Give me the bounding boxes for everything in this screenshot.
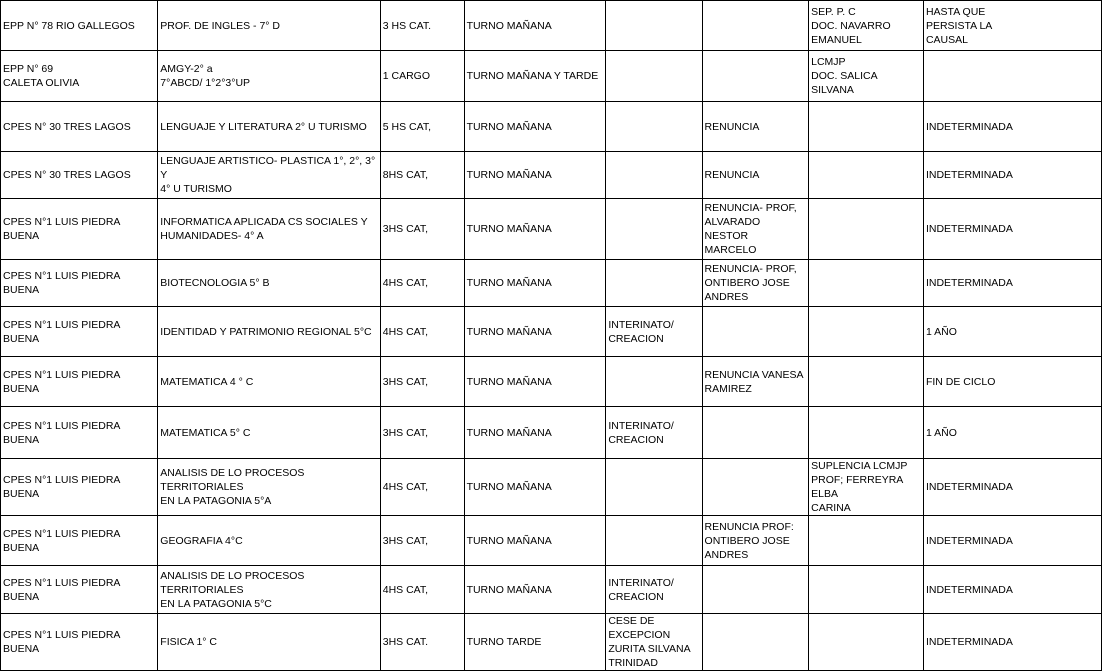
subject-cell: GEOGRAFIA 4°C <box>158 516 380 566</box>
school-cell: CPES N°1 LUIS PIEDRA BUENA <box>1 614 158 671</box>
notes-cell <box>809 614 924 671</box>
notes-cell <box>809 516 924 566</box>
hours-cell: 4HS CAT, <box>380 307 464 357</box>
table-row <box>1 516 1102 566</box>
school-cell: CPES N°1 LUIS PIEDRA BUENA <box>1 459 158 516</box>
duration-cell: INDETERMINADA <box>923 199 1101 260</box>
shift-cell: TURNO MAÑANA <box>464 1 606 51</box>
notes-cell <box>809 102 924 152</box>
table-row <box>1 407 1102 459</box>
condition-cell <box>606 152 702 199</box>
table-row <box>1 51 1102 102</box>
condition-cell <box>606 102 702 152</box>
reason-cell: RENUNCIA PROF: ONTIBERO JOSE ANDRES <box>702 516 809 566</box>
hours-cell: 1 CARGO <box>380 51 464 102</box>
notes-cell: LCMJP DOC. SALICA SILVANA <box>809 51 924 102</box>
shift-cell: TURNO MAÑANA <box>464 152 606 199</box>
reason-cell <box>702 459 809 516</box>
reason-cell: RENUNCIA- PROF, ONTIBERO JOSE ANDRES <box>702 260 809 307</box>
hours-cell: 3HS CAT, <box>380 516 464 566</box>
notes-cell <box>809 260 924 307</box>
notes-cell <box>809 357 924 407</box>
condition-cell <box>606 51 702 102</box>
table-row <box>1 260 1102 307</box>
table-row <box>1 152 1102 199</box>
condition-cell: CESE DE EXCEPCION ZURITA SILVANA TRINIDAD <box>606 614 702 671</box>
duration-cell: 1 AÑO <box>923 307 1101 357</box>
hours-cell: 3 HS CAT. <box>380 1 464 51</box>
hours-cell: 3HS CAT. <box>380 614 464 671</box>
shift-cell: TURNO MAÑANA <box>464 199 606 260</box>
condition-cell <box>606 357 702 407</box>
table-row <box>1 357 1102 407</box>
school-cell: EPP N° 69 CALETA OLIVIA <box>1 51 158 102</box>
hours-cell: 3HS CAT, <box>380 407 464 459</box>
subject-cell: LENGUAJE Y LITERATURA 2° U TURISMO <box>158 102 380 152</box>
condition-cell <box>606 459 702 516</box>
school-cell: CPES N°1 LUIS PIEDRA BUENA <box>1 566 158 614</box>
duration-cell: 1 AÑO <box>923 407 1101 459</box>
duration-cell: HASTA QUE PERSISTA LA CAUSAL <box>923 1 1101 51</box>
shift-cell: TURNO TARDE <box>464 614 606 671</box>
duration-cell: INDETERMINADA <box>923 566 1101 614</box>
table-row <box>1 459 1102 516</box>
duration-cell: INDETERMINADA <box>923 152 1101 199</box>
shift-cell: TURNO MAÑANA <box>464 102 606 152</box>
condition-cell <box>606 516 702 566</box>
reason-cell: RENUNCIA VANESA RAMIREZ <box>702 357 809 407</box>
school-cell: CPES N°1 LUIS PIEDRA BUENA <box>1 307 158 357</box>
reason-cell <box>702 307 809 357</box>
shift-cell: TURNO MAÑANA <box>464 260 606 307</box>
subject-cell: AMGY-2° a 7°ABCD/ 1°2°3°UP <box>158 51 380 102</box>
reason-cell <box>702 566 809 614</box>
school-cell: CPES N°1 LUIS PIEDRA BUENA <box>1 357 158 407</box>
notes-cell: SEP. P. C DOC. NAVARRO EMANUEL <box>809 1 924 51</box>
subject-cell: FISICA 1° C <box>158 614 380 671</box>
subject-cell: ANALISIS DE LO PROCESOS TERRITORIALES EN LA PATAGONIA 5°C <box>158 566 380 614</box>
duration-cell: INDETERMINADA <box>923 614 1101 671</box>
hours-cell: 3HS CAT, <box>380 357 464 407</box>
school-cell: CPES N°1 LUIS PIEDRA BUENA <box>1 260 158 307</box>
duration-cell: INDETERMINADA <box>923 516 1101 566</box>
subject-cell: IDENTIDAD Y PATRIMONIO REGIONAL 5°C <box>158 307 380 357</box>
table-row <box>1 614 1102 671</box>
table-row <box>1 566 1102 614</box>
hours-cell: 3HS CAT, <box>380 199 464 260</box>
shift-cell: TURNO MAÑANA <box>464 566 606 614</box>
shift-cell: TURNO MAÑANA <box>464 307 606 357</box>
school-cell: CPES N°1 LUIS PIEDRA BUENA <box>1 407 158 459</box>
condition-cell: INTERINATO/ CREACION <box>606 566 702 614</box>
duration-cell: FIN DE CICLO <box>923 357 1101 407</box>
table-row <box>1 199 1102 260</box>
subject-cell: MATEMATICA 5° C <box>158 407 380 459</box>
reason-cell <box>702 51 809 102</box>
hours-cell: 4HS CAT, <box>380 459 464 516</box>
table-row <box>1 307 1102 357</box>
table-row <box>1 102 1102 152</box>
shift-cell: TURNO MAÑANA <box>464 459 606 516</box>
school-cell: CPES N° 30 TRES LAGOS <box>1 152 158 199</box>
reason-cell <box>702 614 809 671</box>
school-cell: CPES N°1 LUIS PIEDRA BUENA <box>1 516 158 566</box>
notes-cell: SUPLENCIA LCMJP PROF; FERREYRA ELBA CARINA <box>809 459 924 516</box>
reason-cell: RENUNCIA <box>702 102 809 152</box>
hours-cell: 4HS CAT, <box>380 566 464 614</box>
subject-cell: BIOTECNOLOGIA 5° B <box>158 260 380 307</box>
reason-cell: RENUNCIA <box>702 152 809 199</box>
condition-cell: INTERINATO/ CREACION <box>606 307 702 357</box>
shift-cell: TURNO MAÑANA Y TARDE <box>464 51 606 102</box>
notes-cell <box>809 199 924 260</box>
table-row <box>1 1 1102 51</box>
notes-cell <box>809 407 924 459</box>
reason-cell <box>702 407 809 459</box>
school-cell: CPES N° 30 TRES LAGOS <box>1 102 158 152</box>
hours-cell: 8HS CAT, <box>380 152 464 199</box>
duration-cell: INDETERMINADA <box>923 102 1101 152</box>
duration-cell: INDETERMINADA <box>923 459 1101 516</box>
duration-cell: INDETERMINADA <box>923 260 1101 307</box>
condition-cell <box>606 199 702 260</box>
notes-cell <box>809 566 924 614</box>
subject-cell: PROF. DE INGLES - 7° D <box>158 1 380 51</box>
subject-cell: ANALISIS DE LO PROCESOS TERRITORIALES EN LA PATAGONIA 5°A <box>158 459 380 516</box>
notes-cell <box>809 307 924 357</box>
reason-cell: RENUNCIA- PROF, ALVARADO NESTOR MARCELO <box>702 199 809 260</box>
hours-cell: 4HS CAT, <box>380 260 464 307</box>
condition-cell: INTERINATO/ CREACION <box>606 407 702 459</box>
notes-cell <box>809 152 924 199</box>
shift-cell: TURNO MAÑANA <box>464 516 606 566</box>
reason-cell <box>702 1 809 51</box>
shift-cell: TURNO MAÑANA <box>464 407 606 459</box>
condition-cell <box>606 260 702 307</box>
school-cell: CPES N°1 LUIS PIEDRA BUENA <box>1 199 158 260</box>
condition-cell <box>606 1 702 51</box>
subject-cell: MATEMATICA 4 ° C <box>158 357 380 407</box>
shift-cell: TURNO MAÑANA <box>464 357 606 407</box>
duration-cell <box>923 51 1101 102</box>
subject-cell: LENGUAJE ARTISTICO- PLASTICA 1°, 2°, 3° Y 4° U TURISMO <box>158 152 380 199</box>
hours-cell: 5 HS CAT, <box>380 102 464 152</box>
school-cell: EPP N° 78 RIO GALLEGOS <box>1 1 158 51</box>
subject-cell: INFORMATICA APLICADA CS SOCIALES Y HUMANIDADES- 4° A <box>158 199 380 260</box>
